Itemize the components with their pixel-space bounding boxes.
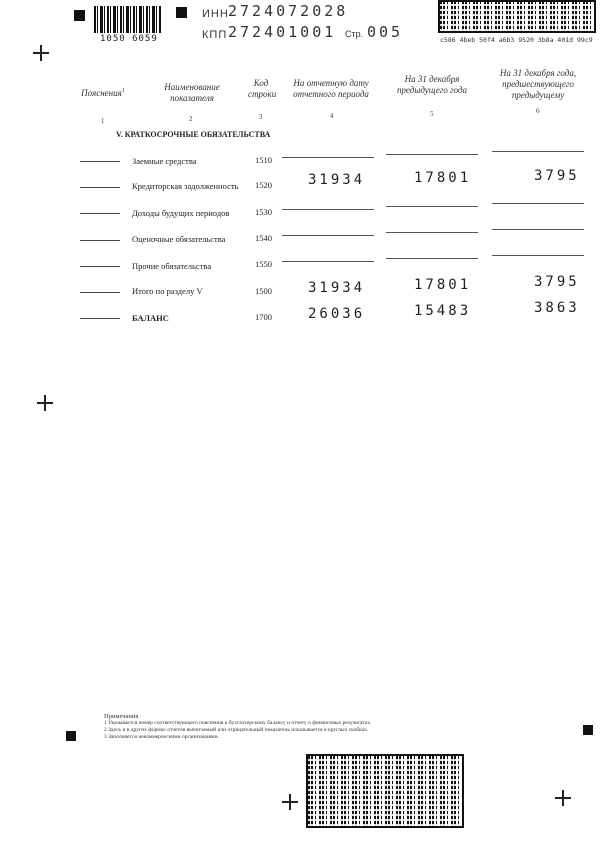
row-1550-col5-line — [386, 258, 478, 259]
row-1700-prev-year-value: 15483 — [414, 303, 472, 319]
row-1700-prev-prev-year-value: 3863 — [534, 300, 580, 316]
column-number-3: 3 — [259, 113, 263, 121]
row-1550-notes-dash — [80, 266, 120, 267]
row-1500-code: 1500 — [255, 286, 272, 296]
row-1500-prev-prev-year-value: 3795 — [534, 274, 580, 290]
row-1500-current-value: 31934 — [308, 280, 366, 296]
row-1550-code: 1550 — [255, 259, 272, 269]
row-1550-label: Прочие обязательства — [132, 261, 212, 271]
column-header-prev-prev-year: На 31 декабря года, предшествующего предыдущему — [499, 68, 577, 100]
inn-value: 2724072028 — [228, 2, 349, 20]
row-1500-notes-dash — [80, 292, 120, 293]
registration-cross-bottom-right — [555, 790, 571, 806]
column-number-1: 1 — [101, 117, 105, 125]
corner-marker-bottom-right — [583, 725, 593, 735]
row-1530-notes-dash — [80, 213, 120, 214]
note-line-1: 1 Указывается номер соответствующего пояснения к бухгалтерскому балансу и отчету о финансовых результатах. — [104, 720, 372, 726]
row-1520-notes-dash — [80, 187, 120, 188]
row-1550-col4-line — [282, 261, 374, 262]
note-line-2: 2 Здесь и в других формах отчетов вычитаемый или отрицательный показатель показывается в круглых скобках. — [104, 727, 369, 733]
registration-cross-bottom-left — [282, 794, 298, 810]
row-1540-col5-line — [386, 232, 478, 233]
notes-title: Примечания — [104, 713, 139, 720]
registration-cross-middle — [37, 395, 53, 411]
row-1530-col6-line — [492, 203, 584, 204]
row-1500-prev-year-value: 17801 — [414, 277, 472, 293]
column-number-4: 4 — [330, 112, 334, 120]
corner-marker-top-left — [74, 10, 85, 21]
column-number-2: 2 — [189, 115, 193, 123]
row-1550-col6-line — [492, 255, 584, 256]
inn-label: ИНН — [202, 8, 229, 20]
column-header-name: Наименование показателя — [164, 82, 220, 103]
column-header-code: Код строки — [248, 78, 277, 99]
document-hash: c586 4beb 50f4 a6b3 9520 3b8a 401d 99c9 — [440, 36, 593, 44]
row-1510-code: 1510 — [255, 155, 272, 165]
row-1540-notes-dash — [80, 240, 120, 241]
top-barcode — [94, 6, 162, 33]
row-1540-col4-line — [282, 235, 374, 236]
row-1540-label: Оценочные обязательства — [132, 234, 226, 244]
row-1520-label: Кредиторская задолженность — [132, 181, 239, 191]
row-1520-prev-year-value: 17801 — [414, 170, 472, 186]
corner-marker-bottom-left — [66, 731, 76, 741]
column-number-6: 6 — [536, 107, 540, 115]
row-1530-code: 1530 — [255, 207, 272, 217]
row-1510-col6-line — [492, 151, 584, 152]
row-1700-current-value: 26036 — [308, 306, 366, 322]
column-header-notes: Пояснения$^1$ — [81, 88, 125, 98]
row-1540-code: 1540 — [255, 233, 272, 243]
row-1700-notes-dash — [80, 318, 120, 319]
row-1520-prev-prev-year-value: 3795 — [534, 168, 580, 184]
top-2d-barcode — [438, 0, 596, 33]
column-header-current: На отчетную дату отчетного периода — [293, 78, 369, 99]
footnote-mark: 1 — [121, 88, 125, 94]
row-1510-col5-line — [386, 154, 478, 155]
row-1530-col5-line — [386, 206, 478, 207]
row-1510-col4-line — [282, 157, 374, 158]
column-header-prev-year: На 31 декабря предыдущего года — [396, 74, 468, 95]
row-1510-label: Заемные средства — [132, 156, 197, 166]
row-1520-current-value: 31934 — [308, 172, 366, 188]
kpp-value: 272401001 — [228, 23, 337, 41]
page-label: Стр. — [345, 29, 364, 39]
note-line-3: 3 Заполняется некоммерческими организациями. — [104, 734, 219, 740]
row-1530-col4-line — [282, 209, 374, 210]
notes-block — [104, 713, 434, 741]
page-value: 005 — [367, 23, 404, 41]
row-1530-label: Доходы будущих периодов — [132, 208, 230, 218]
corner-marker-top-center — [176, 7, 187, 18]
barcode-number: 1050 6059 — [100, 34, 158, 44]
row-1700-label: БАЛАНС — [132, 313, 169, 323]
kpp-label: КПП — [202, 29, 228, 41]
column-number-5: 5 — [430, 110, 434, 118]
row-1700-code: 1700 — [255, 312, 272, 322]
section-title: V. КРАТКОСРОЧНЫЕ ОБЯЗАТЕЛЬСТВА — [116, 130, 271, 139]
registration-cross-top — [33, 45, 49, 61]
row-1510-notes-dash — [80, 161, 120, 162]
row-1500-label: Итого по разделу V — [132, 286, 203, 296]
row-1520-code: 1520 — [255, 180, 272, 190]
bottom-2d-barcode — [306, 754, 464, 828]
row-1540-col6-line — [492, 229, 584, 230]
